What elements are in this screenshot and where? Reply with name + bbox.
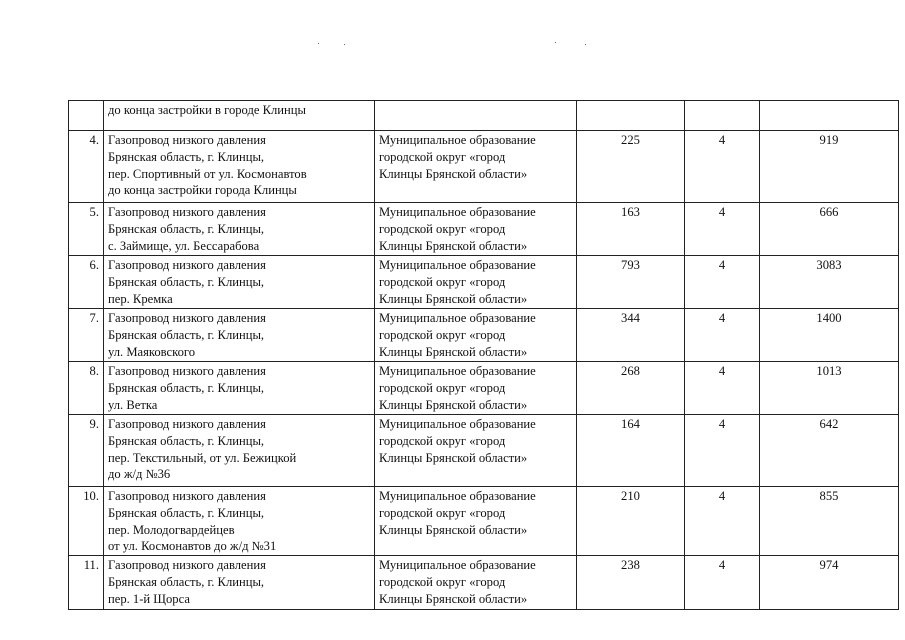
length-cell: 225 <box>577 131 685 203</box>
value-cell: 919 <box>760 131 899 203</box>
owner-line: Клинцы Брянской области» <box>379 344 528 359</box>
table-row <box>69 556 899 610</box>
object-description-line: до конца застройки города Клинцы <box>108 183 297 198</box>
table-row <box>69 203 899 256</box>
value-cell <box>760 101 899 131</box>
object-description-cell <box>104 203 375 256</box>
object-description-line: до конца застройки в городе Клинцы <box>108 103 306 117</box>
value-cell: 1400 <box>760 309 899 362</box>
owner-line: городской округ «город <box>379 574 506 589</box>
owner-line: городской округ «город <box>379 433 506 448</box>
diameter-cell: 4 <box>685 131 760 203</box>
length-cell: 163 <box>577 203 685 256</box>
object-description-line: пер. Молодогвардейцев <box>108 522 235 537</box>
diameter-cell: 4 <box>685 415 760 487</box>
object-description-line: Газопровод низкого давления <box>108 558 266 573</box>
object-description-line: с. Займище, ул. Бессарабова <box>108 238 260 253</box>
owner-line: Клинцы Брянской области» <box>379 591 528 606</box>
object-description-line: Газопровод низкого давления <box>108 489 266 503</box>
owner-cell <box>375 203 577 256</box>
diameter-cell: 4 <box>685 362 760 415</box>
object-description-line: от ул. Космонавтов до ж/д №31 <box>108 539 277 554</box>
table-row <box>69 415 899 487</box>
table-row <box>69 487 899 556</box>
row-number-cell: 11. <box>69 556 104 610</box>
length-cell: 164 <box>577 415 685 487</box>
diameter-cell: 4 <box>685 487 760 556</box>
owner-cell <box>375 487 577 556</box>
row-number-cell: 10. <box>69 487 104 556</box>
object-description-cell <box>104 131 375 203</box>
owner-cell <box>375 415 577 487</box>
value-cell: 3083 <box>760 256 899 309</box>
owner-line: Муниципальное образование <box>379 133 536 147</box>
table-row <box>69 362 899 415</box>
row-number-cell <box>69 101 104 131</box>
object-description-line: Брянская область, г. Клинцы, <box>108 505 265 520</box>
object-description-line: Газопровод низкого давления <box>108 133 266 147</box>
diameter-cell: 4 <box>685 203 760 256</box>
owner-cell <box>375 309 577 362</box>
object-description-line: пер. 1-й Щорса <box>108 591 190 606</box>
object-description-line: Брянская область, г. Клинцы, <box>108 327 265 342</box>
object-description-cell <box>104 101 375 131</box>
owner-cell <box>375 256 577 309</box>
owner-cell <box>375 101 577 131</box>
owner-line: Муниципальное образование <box>379 364 536 378</box>
table-row <box>69 101 899 131</box>
object-description-line: Газопровод низкого давления <box>108 311 266 325</box>
diameter-cell: 4 <box>685 309 760 362</box>
table-row <box>69 131 899 203</box>
owner-cell <box>375 556 577 610</box>
table-row <box>69 309 899 362</box>
length-cell <box>577 101 685 131</box>
value-cell: 642 <box>760 415 899 487</box>
object-description-cell <box>104 487 375 556</box>
scan-specks <box>0 42 905 48</box>
object-description-line: Брянская область, г. Клинцы, <box>108 433 265 448</box>
owner-line: городской округ «город <box>379 505 506 520</box>
owner-line: Муниципальное образование <box>379 311 536 325</box>
owner-line: Клинцы Брянской области» <box>379 522 528 537</box>
row-number-cell: 9. <box>69 415 104 487</box>
pipeline-table <box>68 100 899 610</box>
object-description-line: Брянская область, г. Клинцы, <box>108 380 265 395</box>
owner-line: Муниципальное образование <box>379 258 536 272</box>
object-description-line: Брянская область, г. Клинцы, <box>108 149 265 164</box>
object-description-cell <box>104 415 375 487</box>
object-description-line: пер. Спортивный от ул. Космонавтов <box>108 166 307 181</box>
object-description-line: ул. Маяковского <box>108 344 196 359</box>
owner-line: Клинцы Брянской области» <box>379 166 528 181</box>
object-description-cell <box>104 256 375 309</box>
row-number-cell: 7. <box>69 309 104 362</box>
table-row <box>69 256 899 309</box>
diameter-cell <box>685 101 760 131</box>
row-number-cell: 6. <box>69 256 104 309</box>
length-cell: 793 <box>577 256 685 309</box>
owner-line: городской округ «город <box>379 149 506 164</box>
row-number-cell: 5. <box>69 203 104 256</box>
object-description-line: до ж/д №36 <box>108 467 171 482</box>
object-description-line: Газопровод низкого давления <box>108 417 266 431</box>
object-description-line: Газопровод низкого давления <box>108 258 266 272</box>
diameter-cell: 4 <box>685 256 760 309</box>
row-number-cell: 8. <box>69 362 104 415</box>
object-description-line: Брянская область, г. Клинцы, <box>108 221 265 236</box>
length-cell: 344 <box>577 309 685 362</box>
length-cell: 238 <box>577 556 685 610</box>
owner-line: городской округ «город <box>379 327 506 342</box>
object-description-cell <box>104 556 375 610</box>
owner-line: Клинцы Брянской области» <box>379 238 528 253</box>
object-description-line: пер. Кремка <box>108 291 173 306</box>
value-cell: 974 <box>760 556 899 610</box>
object-description-line: Газопровод низкого давления <box>108 364 266 378</box>
object-description-cell <box>104 362 375 415</box>
owner-line: Муниципальное образование <box>379 558 536 573</box>
object-description-line: Газопровод низкого давления <box>108 205 266 219</box>
owner-line: Муниципальное образование <box>379 417 536 431</box>
owner-line: городской округ «город <box>379 221 506 236</box>
owner-line: Клинцы Брянской области» <box>379 291 528 306</box>
value-cell: 855 <box>760 487 899 556</box>
owner-line: Муниципальное образование <box>379 489 536 503</box>
owner-line: городской округ «город <box>379 380 506 395</box>
owner-cell <box>375 131 577 203</box>
owner-cell <box>375 362 577 415</box>
object-description-line: Брянская область, г. Клинцы, <box>108 274 265 289</box>
length-cell: 268 <box>577 362 685 415</box>
object-description-cell <box>104 309 375 362</box>
diameter-cell: 4 <box>685 556 760 610</box>
row-number-cell: 4. <box>69 131 104 203</box>
object-description-line: Брянская область, г. Клинцы, <box>108 574 265 589</box>
length-cell: 210 <box>577 487 685 556</box>
owner-line: Муниципальное образование <box>379 205 536 219</box>
owner-line: Клинцы Брянской области» <box>379 450 528 465</box>
table-body <box>69 101 899 610</box>
value-cell: 1013 <box>760 362 899 415</box>
owner-line: городской округ «город <box>379 274 506 289</box>
object-description-line: пер. Текстильный, от ул. Бежицкой <box>108 450 297 465</box>
owner-line: Клинцы Брянской области» <box>379 397 528 412</box>
object-description-line: ул. Ветка <box>108 397 158 412</box>
value-cell: 666 <box>760 203 899 256</box>
